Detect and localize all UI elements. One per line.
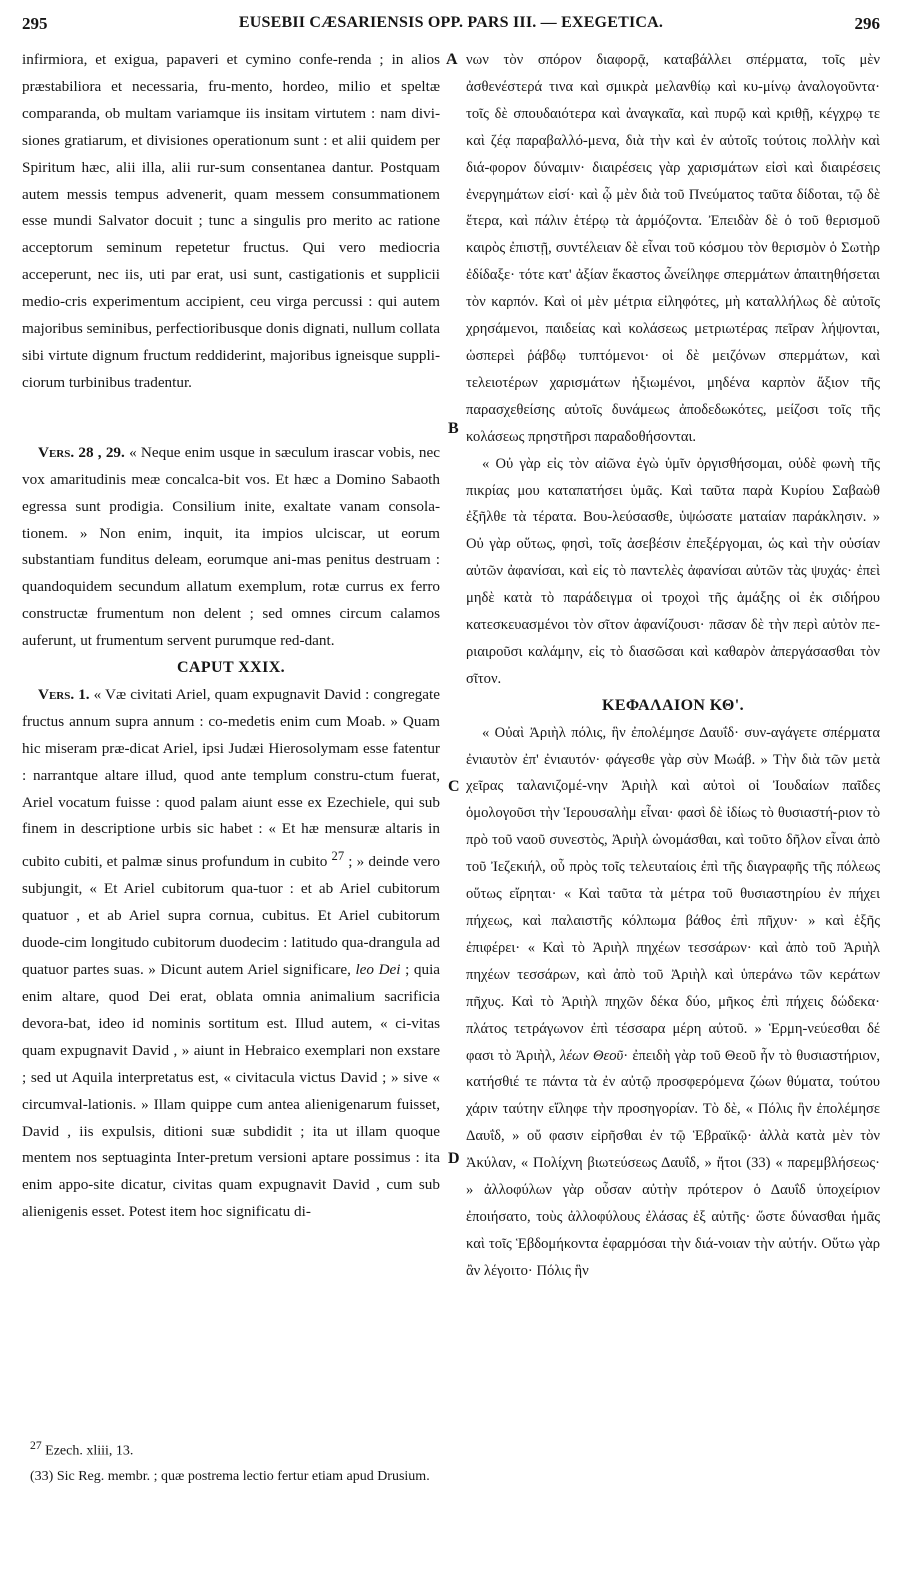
italic-phrase: λέων Θεοῦ [559, 1047, 624, 1064]
footnotes [30, 1433, 870, 1489]
verse-text: « Neque enim usque in sæculum irascar vobis, nec vox amaritudinis meæ concalca-bit vos. Et hæc a Domino Sabaoth egressa sunt prodigia. Consilium inite, exaltate vanam consola-tionem. » Non enim, inquit, ita impios ulciscar, ut eorum substantiam funditus deleam, eorumque ani-mas penitus destruam : quandoquidem secundum allatum exemplum, rotæ currus ex ferro constructæ frumentum non delent ; sed omnes circum calamos auferunt, ut frumentum servent purumque red-dant. [22, 443, 440, 650]
italic-phrase: leo Dei [355, 961, 401, 979]
footnote: (33) Sic Reg. membr. ; quæ postrema lectio fertur etiam apud Drusium. [30, 1468, 430, 1484]
margin-letter-b: B [448, 420, 459, 437]
greek-column [466, 47, 880, 1285]
latin-chapter-heading: CAPUT XXIX. [176, 659, 286, 677]
page-number-right: 296 [854, 14, 880, 33]
greek-chapter-heading: ΚΕΦΑΛΑΙΟΝ ΚΘ'. [601, 696, 745, 714]
greek-paragraph [466, 720, 880, 1285]
footnote-number: 27 [30, 1439, 42, 1452]
verse-text: ; » deinde vero subjungit, « Et Ariel cubitorum qua-tuor : et ab Ariel cubitorum quatuor , et ab Ariel supra cornua, cubitus. Et Ariel cubitorum duode-cim longitudo cubitorum duodecim : latitudo qua-drangula ad quatuor partes suas. » Dicunt autem Ariel significare, [22, 853, 441, 979]
verse-text: « Væ civitati Ariel, quam expugnavit David : congregate fructus annum supra annum : co-medetis enim cum Moab. » Quam hic miseram præ-dicat Ariel, ipsi Judæi Hierosolymam esse fatentur : narrantque altare illud, quod ante templum constru-ctum fuerat, Ariel vocatum fuisse : quod palam aiunt esse ex Ezechiele, qui sub finem in descriptione urbis sic habet : « Et hæ mensuræ altaris in cubito cubiti, et palmæ sinus profundum in cubito [22, 685, 441, 871]
latin-column [22, 47, 440, 1226]
margin-letter-d: D [448, 1150, 460, 1167]
margin-letter-a: A [446, 51, 458, 68]
margin-letter-c: C [448, 778, 460, 795]
page [22, 14, 880, 1559]
footnote-reference: 27 [331, 849, 345, 864]
page-number-left: 295 [22, 14, 48, 33]
latin-verse-paragraph [22, 682, 440, 1226]
greek-text: « Οὐαὶ Ἀριὴλ πόλις, ἣν ἐπολέμησε Δαυΐδ· συν-αγάγετε σπέρματα ἐνιαυτὸν ἐπ' ἐνιαυτόν· φάγεσθε γὰρ σὺν Μωάβ. » Τὴν διὰ τῶν μετὰ χεῖρας ταλανιζομέ-νην Ἀριὴλ καὶ αὐτοὶ οἱ Ἰουδαίων παῖδες ὁμολογοῦσι τὴν Ἱερουσαλὴμ εἶναι· φασὶ δὲ ἰδίως τὸ θυσιαστή-ριον τὸ πρὸ τοῦ ναοῦ συνεστὸς, Ἀριὴλ ὠνομάσθαι, καὶ τοῦτο δῆλον εἶναι ἀπὸ τοῦ Ἰεζεκιήλ, οὗ πρὸς τοῖς τελευταίοις ἐπὶ τῆς διαγραφῆς τῆς πόλεως οὕτως εἴρηται· « Καὶ ταῦτα τὰ μέτρα τοῦ θυσιαστηρίου ἐν πήχει πήχεως, καὶ παλαιστῆς κόλπωμα βάθος ἐπὶ πῆχυν· » καὶ ἑξῆς ἐπιφέρει· « Καὶ τὸ Ἀριὴλ πηχέων τεσσάρων· καὶ ἀπὸ τοῦ Ἀριὴλ πηχέων τεσσάρων, καὶ ἀπὸ τοῦ Ἀριὴλ καὶ ὑπεράνω τῶν κεράτων πῆχυς. Καὶ τὸ Ἀριὴλ πηχῶν δέκα δύο, μῆκος ἐπὶ πήχεις δώδεκα· πλάτος τετράγωνον ἐπὶ τέσσαρα μέρη αὐτοῦ. » Ἑρμη-νεύεσθαι δέ φασι τὸ Ἀριὴλ, [466, 724, 880, 1064]
verse-label: Vers. 28 , 29. [38, 443, 125, 461]
latin-paragraph: infirmiora, et exigua, papaveri et cymino confe-renda ; in alios præstabiliora et necessaria, fru-mento, hordeo, milio et speltæ comparanda, ob multam variamque iis insitam virtutem : nam divi-siones gratiarum, et divisiones operationum sunt : et alii quidem per Spiritum hæc, alii illa, alii rur-sum consentanea dantur. Postquam autem messis tempus advenerit, quam messem consummationem esse mundi Salvator docuit ; tunc a singulis pro merito ac ratione acceptorum seminum repetetur fructus. Qui vero mediocria acceperunt, nec iis, uti par erat, usi sunt, castigationis et supplicii medio-cris experimentum accipient, ceu virga percussi : qui autem majoribus seminibus, perfectioribusque donis dignati, nullum collata sibi virtute dignum fructum reddiderint, majoribus igneisque suppli-ciorum turbinibus tradentur. [22, 51, 440, 391]
footnote-text: Ezech. xliii, 13. [45, 1443, 134, 1459]
greek-paragraph: νων τὸν σπόρον διαφορᾷ, καταβάλλει σπέρματα, τοῖς μὲν ἀσθενέστερά τινα καὶ σμικρὰ μελανθίῳ καὶ κυ-μίνῳ ἀναλογοῦντα· τοῖς δὲ σπουδαιότερα καὶ ἀναγκαῖα, καὶ πυρῷ καὶ κριθῇ, κέγχρῳ τε καὶ ζέᾳ παραβαλλό-μενα, διὰ τὴν καὶ ἐν αὐτοῖς τούτοις πολλὴν καὶ διά-φορον δύναμιν· διαιρέσεις γὰρ χαρισμάτων εἰσὶ καὶ διαιρέσεις ἐνεργημάτων εἰσί· καὶ ᾧ μὲν διὰ τοῦ Πνεύματος ταῦτα δίδοται, τῷ δὲ ἕτερα, καὶ πάλιν ἑτέρῳ τὰ ἁρμόζοντα. Ἐπειδὰν δὲ ὁ τοῦ θερισμοῦ καιρὸς ἐπιστῇ, συντέλειαν δὲ εἶναι τοῦ κόσμου τὸν θερισμὸν ὁ Σωτὴρ ἐδίδαξε· τότε κατ' ἀξίαν ἕκαστος ὧνείληφε σπερμάτων ἀπαιτηθήσεται τὸν καρπόν. Καὶ οἱ μὲν μέτρια εἰληφότες, μὴ καταλλήλως δὲ αὐτοῖς χρησάμενοι, παιδείας καὶ κολάσεως μετριωτέρας πεῖραν λήψονται, ὡσπερεὶ ῥάβδῳ τυπτόμενοι· οἱ δὲ μειζόνων σπερμάτων, καὶ τελειοτέρων χαρισμάτων ἠξιωμένοι, μηδένα καρπὸν ἄξιον τῆς παρασχεθείσης αὐτοῖς δυνάμεως ἀποδεδωκότες, μείζοσι τοῖς τῆς κολάσεως πρηστῆρσι παραδοθήσονται. [466, 52, 880, 445]
spacer [22, 397, 440, 440]
footnote [30, 1433, 870, 1464]
verse-text: ; quia enim altare, quod Dei erat, oblata omnia animalium sacrificia devora-bat, ideo id nominis sortitum est. Illud autem, « ci-vitas quam expugnavit David , » aiunt in Hebraico exemplari non exstare ; sed ut Aquila interpretatus est, « civitacula victus David ; » sive « circumval-lationis. » Illam quippe cum antea alienigenarum fuisset, David , iis expulsis, ditioni suæ subdidit ; ita ut illam quoque mentem nos septuaginta Inter-pretum versioni aptare possimus : ita enim appo-site dicatur, civitas quam expugnavit David , cum sub alienigenis esset. Potest item hoc significatu di- [22, 961, 441, 1221]
greek-paragraph: « Οὐ γὰρ εἰς τὸν αἰῶνα ἐγὼ ὑμῖν ὀργισθήσομαι, οὐδὲ φωνὴ τῆς πικρίας μου καταπατήσει ὑμᾶς. Καὶ ταῦτα παρὰ Κυρίου Σαβαὼθ ἐξῆλθε τὰ τέρατα. Βου-λεύσασθε, ὑψώσατε ματαίαν παράκλησιν. » Οὐ γὰρ οὕτως, φησὶ, τοῖς ἀσεβέσιν ἐπεξέργομαι, ὡς καὶ τὴν οὐσίαν αὐτῶν ἀφανίσαι, καὶ εἰς τὸ παντελὲς ἀφανίσαι αὐτῶν τὰς ψυχάς· ἐπεὶ μηδὲ κατὰ τὸ παράδειγμα οἱ τροχοὶ τῆς ἁμάξης οἱ ἐκ σιδήρου κατεσκευασμένοι τὸν σῖτον ἀφανίζουσι· πᾶσαν δὲ τὴν περὶ αὐτὸν πε-ριαιροῦσι καλάμην, εἰς τὸ διασῶσαι καὶ καθαρὸν ἀπεργάσασθαι τὸν σῖτον. [466, 455, 880, 687]
running-title: EUSEBII CÆSARIENSIS OPP. PARS III. — EXEGETICA. [238, 14, 664, 31]
running-header [22, 14, 880, 40]
verse-label: Vers. 1. [38, 685, 90, 703]
greek-text: · ἐπειδὴ γὰρ τοῦ Θεοῦ ἦν τὸ θυσιαστήριον, κατήσθιέ τε πάντα τὰ ἐν αὐτῷ προσφερόμενα ζώων θύματα, τούτου χάριν ταύτην εἴληφε τὴν προσηγορίαν. Τὸ δὲ, « Πόλις ἣν ἐπολέμησε Δαυΐδ, » οὔ φασιν εἰρῆσθαι ἐν τῷ Ἑβραϊκῷ· ἀλλὰ κατὰ μὲν τὸν Ἀκύλαν, « Πολίχνη βιωτεύσεως Δαυΐδ, » ἤτοι (33) « παρεμβλήσεως· » ἀλλοφύλων γὰρ οὖσαν αὐτὴν πρότερον ὁ Δαυΐδ ὑποχείριον ἐποιήσατο, τοὺς ἀλλοφύλους ἐλάσας ἐξ αὐτῆς· ὥστε δύνασθαι ἡμᾶς καὶ τοῖς Ἑβδομήκοντα ἐφαρμόσαι τὴν διά-νοιαν τὴν αὐτήν. Οὕτω γὰρ ἂν λέγοιτο· Πόλις ἣν [466, 1047, 880, 1279]
latin-verse-paragraph [22, 440, 440, 655]
